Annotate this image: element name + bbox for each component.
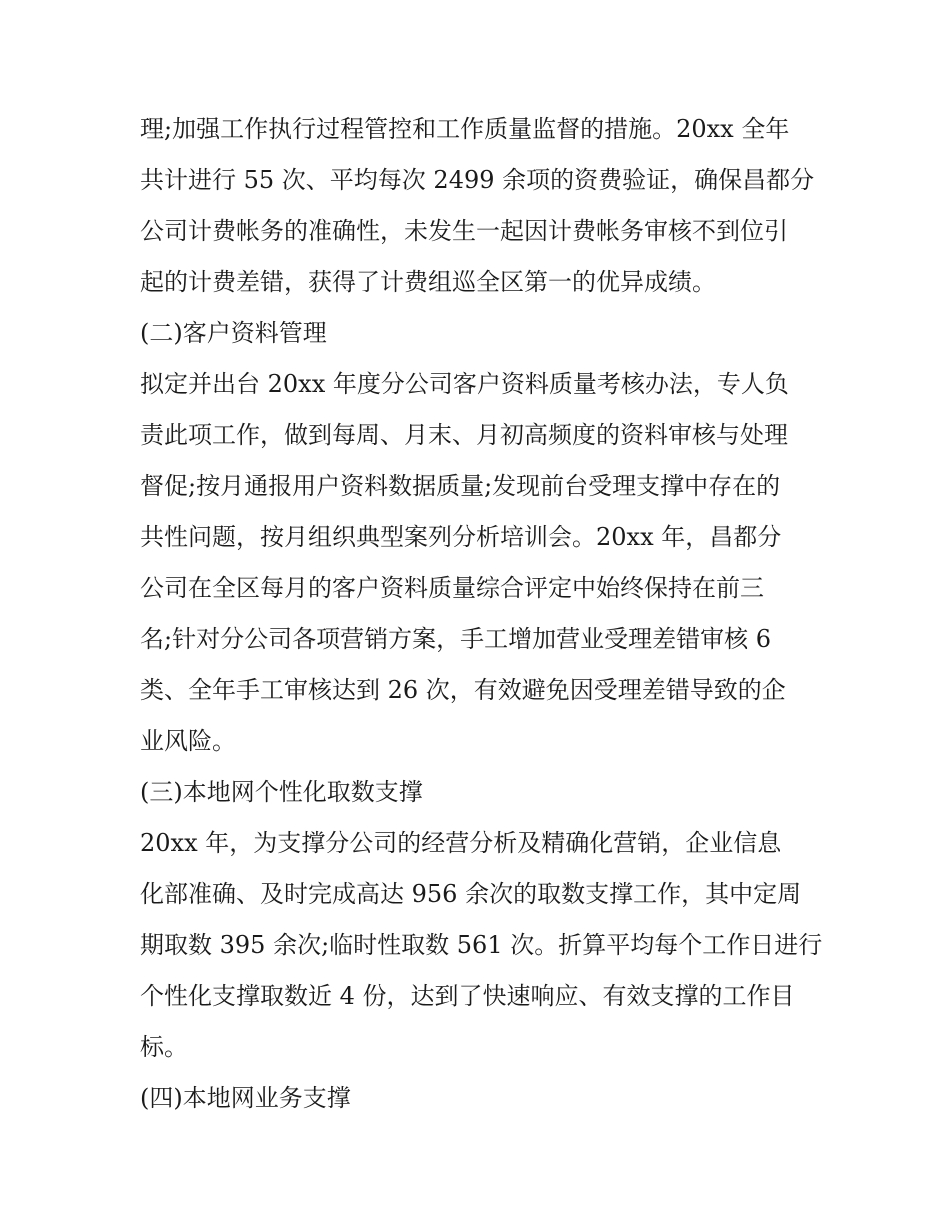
body-line: 期取数 395 余次;临时性取数 561 次。折算平均每个工作日进行 <box>140 931 823 959</box>
body-line: 督促;按月通报用户资料数据质量;发现前台受理支撑中存在的 <box>140 472 781 500</box>
body-line: 标。 <box>140 1033 188 1061</box>
body-line: 责此项工作，做到每周、月末、月初高频度的资料审核与处理 <box>140 421 788 449</box>
body-line: 20xx 年，为支撑分公司的经营分析及精确化营销，企业信息 <box>140 829 782 857</box>
document-body <box>140 104 823 1124</box>
body-line: 业风险。 <box>140 727 236 755</box>
section-heading-customer-data: (二)客户资料管理 <box>140 319 327 347</box>
body-line: 个性化支撑取数近 4 份，达到了快速响应、有效支撑的工作目 <box>140 982 795 1010</box>
body-line: 公司计费帐务的准确性，未发生一起因计费帐务审核不到位引 <box>140 217 788 245</box>
body-line: 拟定并出台 20xx 年度分公司客户资料质量考核办法，专人负 <box>140 370 789 398</box>
body-line: 化部准确、及时完成高达 956 余次的取数支撑工作，其中定周 <box>140 880 802 908</box>
body-line: 公司在全区每月的客户资料质量综合评定中始终保持在前三 <box>140 574 764 602</box>
section-heading-business-support: (四)本地网业务支撑 <box>140 1084 351 1112</box>
body-line: 名;针对分公司各项营销方案，手工增加营业受理差错审核 6 <box>140 625 771 653</box>
body-line: 起的计费差错，获得了计费组巡全区第一的优异成绩。 <box>140 268 716 296</box>
body-line: 理;加强工作执行过程管控和工作质量监督的措施。20xx 全年 <box>140 115 790 143</box>
body-line: 共计进行 55 次、平均每次 2499 余项的资费验证，确保昌都分 <box>140 166 815 194</box>
section-heading-data-extraction: (三)本地网个性化取数支撑 <box>140 778 423 806</box>
body-line: 共性问题，按月组织典型案列分析培训会。20xx 年，昌都分 <box>140 523 782 551</box>
body-line: 类、全年手工审核达到 26 次，有效避免因受理差错导致的企 <box>140 676 786 704</box>
